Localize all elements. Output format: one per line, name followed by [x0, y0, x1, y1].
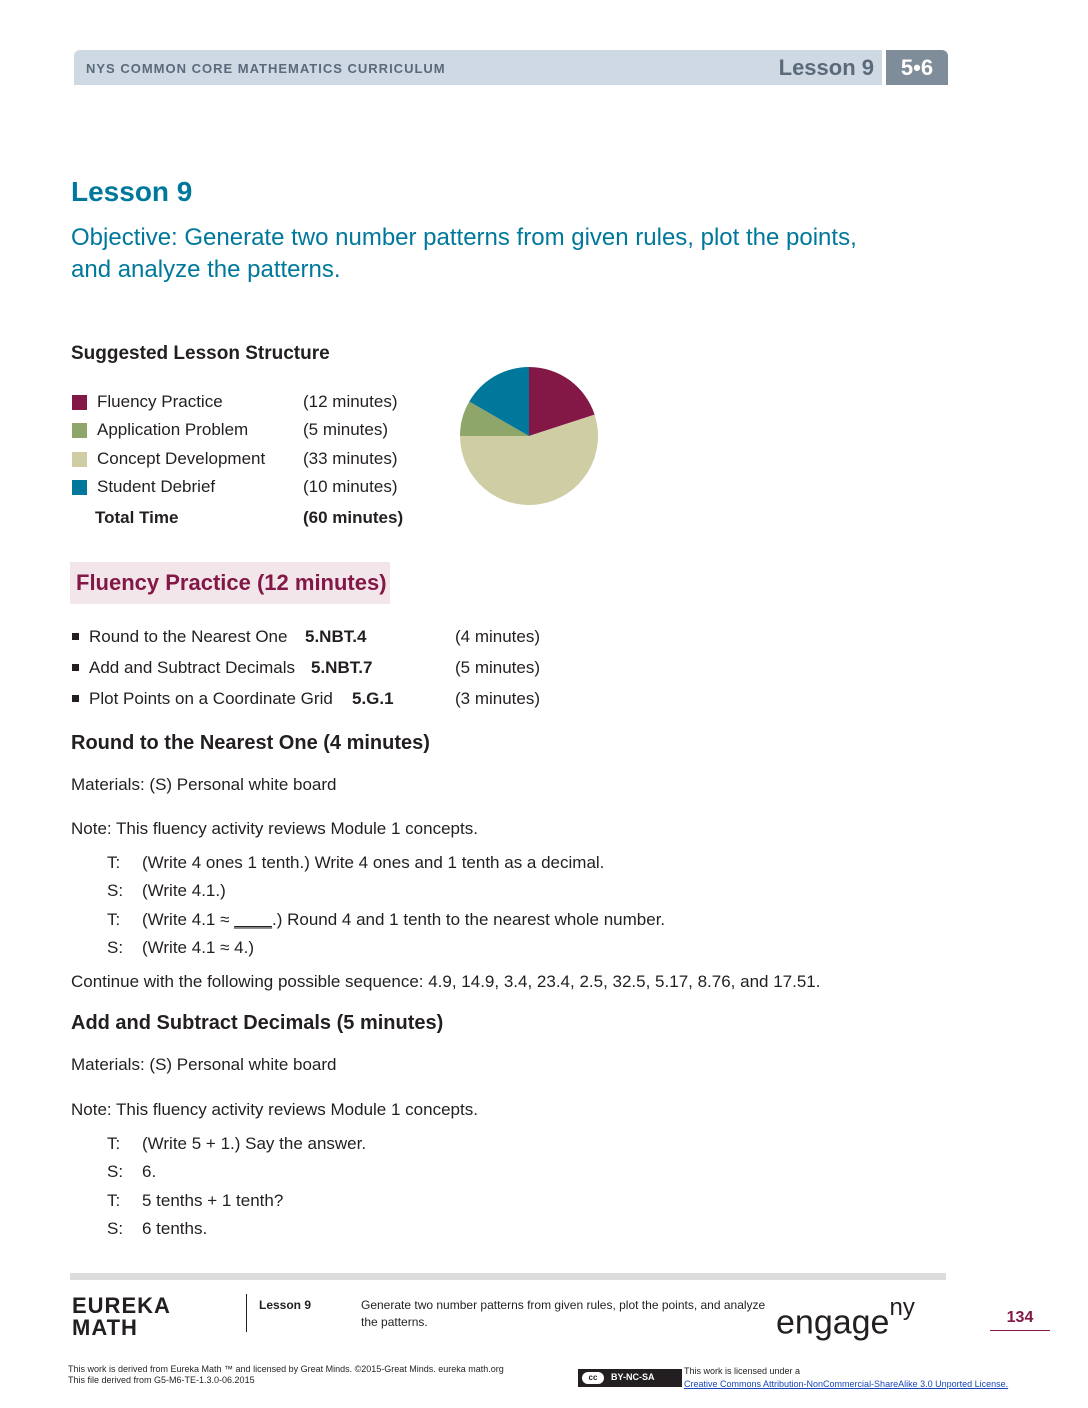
eureka-logo-line1: EUREKA — [72, 1293, 171, 1318]
credit-line-2: This file derived from G5-M6-TE-1.3.0-06.2015 — [68, 1375, 255, 1385]
page-number: 134 — [1006, 1309, 1034, 1326]
module-badge: 5•6 — [886, 50, 948, 85]
dialogue-text: (Write 4 ones 1 tenth.) Write 4 ones and 1 tenth as a decimal. — [142, 853, 605, 872]
dialogue-text: (Write 4.1.) — [142, 881, 226, 900]
legend-swatch — [72, 480, 87, 495]
note: Note: This fluency activity reviews Module 1 concepts. — [71, 1100, 478, 1119]
cc-badge-text: BY-NC-SA — [611, 1372, 655, 1382]
lesson-pie-chart — [458, 365, 600, 507]
legend-swatch — [72, 395, 87, 410]
engage-text: engage — [776, 1303, 890, 1342]
structure-item-time: (12 minutes) — [303, 392, 398, 411]
materials: Materials: (S) Personal white board — [71, 775, 337, 794]
structure-row — [72, 389, 432, 415]
fluency-item-standard: 5.NBT.4 — [305, 627, 367, 646]
fluency-item-name: Plot Points on a Coordinate Grid — [89, 689, 333, 708]
fluency-item-name: Round to the Nearest One — [89, 627, 288, 646]
answer-blank: ____ — [234, 910, 272, 929]
structure-item-name: Fluency Practice — [97, 392, 223, 411]
speaker-label: S: — [107, 1219, 124, 1238]
bullet-icon — [72, 695, 79, 702]
structure-item-time: (10 minutes) — [303, 477, 398, 496]
dialogue-text-b: .) Round 4 and 1 tenth to the nearest whole number. — [271, 910, 666, 929]
footer-rule — [70, 1273, 946, 1280]
speaker-label: S: — [107, 1162, 124, 1181]
header-lesson: Lesson 9 — [778, 55, 874, 80]
structure-item-time: (33 minutes) — [303, 449, 398, 468]
fluency-item-time: (5 minutes) — [455, 658, 541, 677]
structure-item-name: Concept Development — [97, 449, 266, 468]
fluency-item-time: (3 minutes) — [455, 689, 541, 708]
cc-license-badge[interactable] — [578, 1369, 682, 1387]
engageny-logo — [776, 1294, 915, 1342]
objective: Objective: Generate two number patterns from given rules, plot the points, and analyze the patterns. — [71, 224, 857, 283]
speaker-label: T: — [107, 1134, 121, 1153]
materials: Materials: (S) Personal white board — [71, 1055, 337, 1074]
section-title: Add and Subtract Decimals (5 minutes) — [71, 1012, 444, 1034]
structure-item-name: Student Debrief — [97, 477, 216, 496]
dialogue-text-a: (Write 4.1 ≈ — [142, 910, 235, 929]
total-time: (60 minutes) — [303, 508, 404, 527]
cc-icon: cc — [582, 1372, 604, 1384]
fluency-item-standard: 5.G.1 — [352, 689, 394, 708]
credit-line-1: This work is derived from Eureka Math ™ and licensed by Great Minds. ©2015-Great Minds. eureka math.org — [68, 1364, 504, 1374]
page-number-underline — [990, 1330, 1050, 1331]
continue-sequence: Continue with the following possible sequence: 4.9, 14.9, 3.4, 23.4, 2.5, 32.5, 5.17, 8.76, and 17.51. — [71, 972, 821, 991]
dialogue-text: 6. — [142, 1162, 157, 1181]
fluency-item-time: (4 minutes) — [455, 627, 541, 646]
fluency-item — [72, 689, 592, 715]
structure-row — [72, 417, 432, 443]
fluency-title: Fluency Practice (12 minutes) — [76, 570, 387, 595]
speaker-label: T: — [107, 1191, 121, 1210]
lesson-title: Lesson 9 — [71, 176, 193, 207]
structure-title: Suggested Lesson Structure — [71, 343, 330, 364]
license-link[interactable]: Creative Commons Attribution-NonCommercial-ShareAlike 3.0 Unported License. — [684, 1379, 1009, 1389]
fluency-item — [72, 658, 592, 684]
footer-lesson: Lesson 9 — [259, 1298, 312, 1312]
speaker-label: S: — [107, 938, 124, 957]
section-title: Round to the Nearest One (4 minutes) — [71, 732, 430, 754]
eureka-logo-line2: MATH — [72, 1315, 138, 1340]
legend-swatch — [72, 423, 87, 438]
engage-ny-text: ny — [889, 1294, 915, 1321]
dialogue-text: (Write 4.1 ≈ 4.) — [142, 938, 254, 957]
footer-divider — [246, 1294, 247, 1332]
structure-item-time: (5 minutes) — [303, 420, 389, 439]
speaker-label: T: — [107, 853, 121, 872]
structure-item-name: Application Problem — [97, 420, 249, 439]
dialogue-text — [142, 910, 665, 930]
bullet-icon — [72, 664, 79, 671]
speaker-label: T: — [107, 910, 121, 929]
note: Note: This fluency activity reviews Module 1 concepts. — [71, 819, 478, 838]
footer-description: Generate two number patterns from given rules, plot the points, and analyze the patterns. — [361, 1298, 766, 1329]
dialogue-text: 5 tenths + 1 tenth? — [142, 1191, 284, 1210]
total-label: Total Time — [95, 508, 179, 527]
structure-row — [72, 474, 432, 500]
fluency-item-standard: 5.NBT.7 — [311, 658, 373, 677]
bullet-icon — [72, 633, 79, 640]
dialogue-text: 6 tenths. — [142, 1219, 208, 1238]
structure-row — [72, 446, 432, 472]
curriculum-title: NYS COMMON CORE MATHEMATICS CURRICULUM — [86, 61, 446, 76]
legend-swatch — [72, 452, 87, 467]
fluency-item — [72, 627, 592, 653]
license-line-1: This work is licensed under a — [684, 1366, 801, 1376]
dialogue-text: (Write 5 + 1.) Say the answer. — [142, 1134, 367, 1153]
speaker-label: S: — [107, 881, 124, 900]
fluency-item-name: Add and Subtract Decimals — [89, 658, 295, 677]
